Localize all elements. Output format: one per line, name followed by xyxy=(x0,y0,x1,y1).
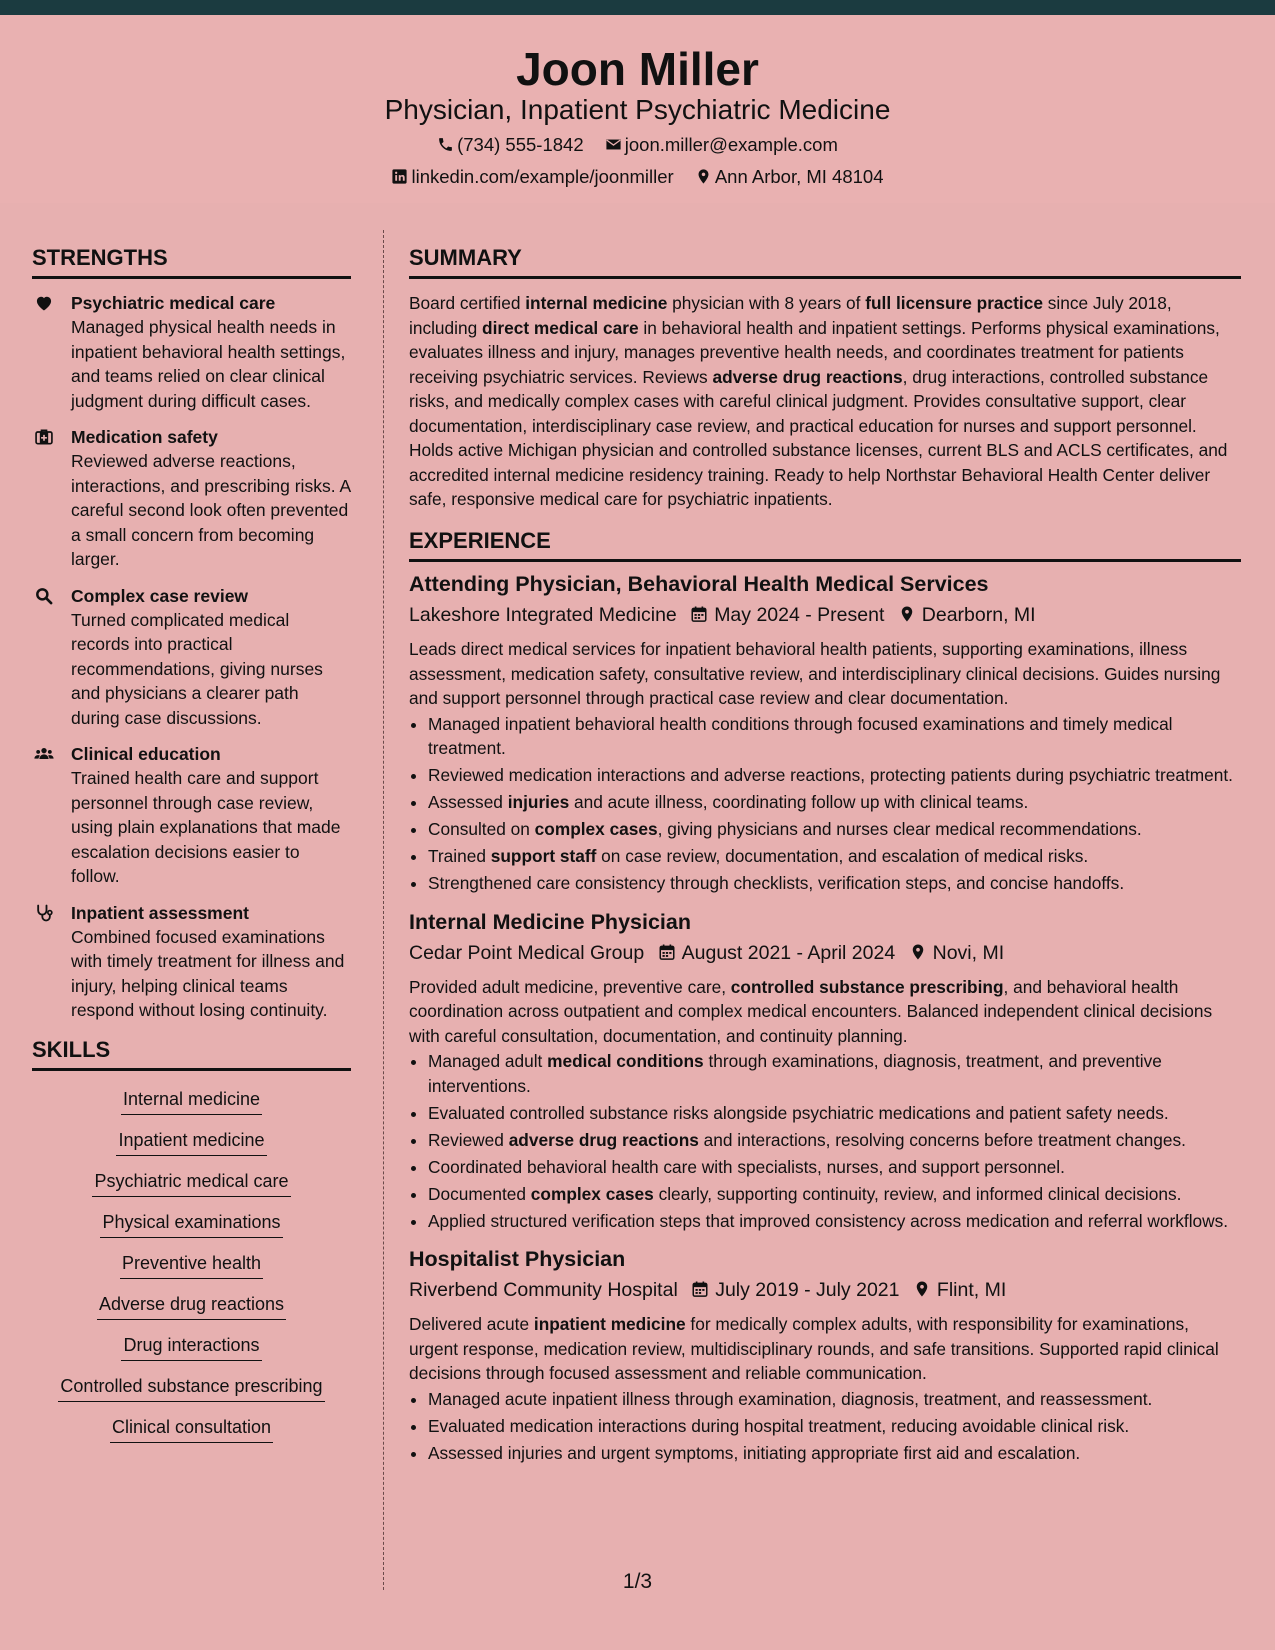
skill-label: Controlled substance prescribing xyxy=(58,1374,324,1402)
job-title: Internal Medicine Physician xyxy=(409,909,691,934)
skill-label: Inpatient medicine xyxy=(116,1128,266,1156)
skills-heading: SKILLS xyxy=(32,1037,351,1071)
emphasis-text: full licensure practice xyxy=(865,293,1043,314)
summary-text: Board certified internal medicine physician with 8 years of full licensure practice since July 2018, including direct medical care in behavioral health and inpatient settings. Performs physical examinations, evaluates illness and injury, manages preventive health needs, and coordinates treatment for patients receiving psychiatric services. Reviews adverse drug reactions, drug interactions, controlled substance risks, and medically complex cases with careful clinical judgment. Provides consultative support, clear documentation, interdisciplinary case review, and practical education for nurses and support personnel. Holds active Michigan physician and controlled substance licenses, current BLS and ACLS certificates, and accredited internal medicine residency training. Ready to help Northstar Behavioral Health Center deliver safe, responsive medical care for psychiatric inpatients. xyxy=(409,293,1228,510)
skill-item xyxy=(32,1374,351,1402)
job-meta xyxy=(409,600,1241,630)
heart-icon xyxy=(34,293,54,313)
job-meta xyxy=(409,1275,1241,1305)
skill-item xyxy=(32,1415,351,1443)
job-bullet: • Managed adult medical conditions through examinations, diagnosis, treatment, and preventive interventions. xyxy=(428,1049,1241,1098)
strength-description: Trained health care and support personnel through case review, using plain explanations that made escalation decisions easier to follow. xyxy=(71,768,341,887)
map-pin-icon xyxy=(909,943,927,961)
job-company: Riverbend Community Hospital xyxy=(409,1279,678,1302)
emphasis-text: inpatient medicine xyxy=(533,1314,686,1335)
resume-header xyxy=(0,15,1275,203)
strength-item xyxy=(32,901,351,1023)
right-column xyxy=(409,245,1241,1468)
location-text: Ann Arbor, MI 48104 xyxy=(714,166,884,187)
strength-title: Complex case review xyxy=(71,585,249,606)
job-description: Delivered acute inpatient medicine for medically complex adults, with responsibility for examinations, urgent response, medication review, multidisciplinary rounds, and safe transitions. Supported rapid clinical decisions through focused assessment and reliable communication. xyxy=(409,1314,1219,1384)
strength-title: Inpatient assessment xyxy=(71,902,249,923)
calendar-icon xyxy=(658,943,676,961)
phone-text: (734) 555-1842 xyxy=(457,134,584,155)
job-entry xyxy=(409,908,1241,1234)
strength-description: Turned complicated medical records into practical recommendations, giving nurses and physicians a clearer path during case discussions. xyxy=(71,609,323,728)
emphasis-text: support staff xyxy=(490,846,597,867)
page-number: 1/3 xyxy=(622,1570,653,1593)
job-location-text: Novi, MI xyxy=(932,941,1005,964)
job-dates-text: July 2019 - July 2021 xyxy=(715,1279,900,1302)
job-bullet: • Strengthened care consistency through checklists, verification steps, and concise handoffs. xyxy=(428,871,1241,896)
candidate-title: Physician, Inpatient Psychiatric Medicine xyxy=(384,94,891,125)
job-title: Attending Physician, Behavioral Health Medical Services xyxy=(409,572,989,597)
skill-label: Adverse drug reactions xyxy=(97,1292,286,1320)
map-pin-icon xyxy=(913,1280,931,1298)
location-contact xyxy=(695,166,884,188)
users-icon xyxy=(34,744,54,764)
strength-item xyxy=(32,291,351,413)
skill-item xyxy=(32,1128,351,1156)
contact-row-2 xyxy=(0,166,1275,188)
job-bullets xyxy=(409,1387,1241,1466)
job-description: Provided adult medicine, preventive care, controlled substance prescribing, and behavioral health coordination across outpatient and complex medical encounters. Balanced independent clinical decisions with careful consultation, documentation, and continuity planning. xyxy=(409,976,1213,1046)
linkedin-icon xyxy=(391,168,408,185)
emphasis-text: complex cases xyxy=(530,1183,654,1204)
strength-item xyxy=(32,584,351,731)
envelope-icon xyxy=(605,136,622,153)
strength-title: Psychiatric medical care xyxy=(71,293,276,314)
skill-item xyxy=(32,1087,351,1115)
job-bullet: • Assessed injuries and acute illness, coordinating follow up with clinical teams. xyxy=(428,790,1241,815)
skills-list xyxy=(32,1087,351,1443)
strength-item xyxy=(32,425,351,572)
job-bullet: • Documented complex cases clearly, supporting continuity, review, and informed clinical decisions. xyxy=(428,1182,1241,1207)
summary-heading: SUMMARY xyxy=(409,245,1241,279)
skill-label: Psychiatric medical care xyxy=(92,1169,290,1197)
job-title: Hospitalist Physician xyxy=(409,1247,626,1272)
emphasis-text: complex cases xyxy=(534,819,658,840)
job-dates xyxy=(691,1275,899,1305)
contact-row-1 xyxy=(0,134,1275,156)
emphasis-text: medical conditions xyxy=(547,1051,704,1072)
emphasis-text: internal medicine xyxy=(525,293,668,314)
skill-item xyxy=(32,1251,351,1279)
job-location-text: Flint, MI xyxy=(936,1279,1007,1302)
skill-item xyxy=(32,1292,351,1320)
skill-label: Preventive health xyxy=(120,1251,263,1279)
emphasis-text: direct medical care xyxy=(482,317,639,338)
column-divider xyxy=(383,230,384,1590)
email-contact[interactable] xyxy=(605,134,838,156)
strength-description: Managed physical health needs in inpatient behavioral health settings, and teams relied on clear clinical judgment during difficult cases. xyxy=(71,317,346,411)
job-location-text: Dearborn, MI xyxy=(921,604,1036,627)
job-entry xyxy=(409,570,1241,896)
job-dates-text: August 2021 - April 2024 xyxy=(681,941,896,964)
skill-label: Internal medicine xyxy=(121,1087,262,1115)
skill-label: Clinical consultation xyxy=(110,1415,273,1443)
skill-item xyxy=(32,1169,351,1197)
skill-item xyxy=(32,1210,351,1238)
job-entry xyxy=(409,1245,1241,1465)
skill-label: Physical examinations xyxy=(100,1210,282,1238)
job-description: Leads direct medical services for inpatient behavioral health patients, supporting examinations, illness assessment, medication safety, consultative review, and interdisciplinary clinical decisions. Guides nursing and support personnel through practical case review and clear documentation. xyxy=(409,639,1221,709)
job-bullet: • Managed inpatient behavioral health conditions through focused examinations and timely medical treatment. xyxy=(428,712,1241,761)
search-icon xyxy=(34,586,54,606)
skill-item xyxy=(32,1333,351,1361)
emphasis-text: adverse drug reactions xyxy=(508,1129,699,1150)
job-bullet: • Reviewed medication interactions and adverse reactions, protecting patients during psychiatric treatment. xyxy=(428,763,1241,788)
calendar-icon xyxy=(691,1280,709,1298)
linkedin-contact[interactable] xyxy=(391,166,673,188)
strengths-list xyxy=(32,291,351,1023)
emphasis-text: injuries xyxy=(507,792,570,813)
job-bullet: • Reviewed adverse drug reactions and interactions, resolving concerns before treatment changes. xyxy=(428,1128,1241,1153)
experience-heading: EXPERIENCE xyxy=(409,528,1241,562)
job-bullet: • Applied structured verification steps that improved consistency across medication and referral workflows. xyxy=(428,1209,1241,1234)
job-dates-text: May 2024 - Present xyxy=(714,604,885,627)
strength-title: Clinical education xyxy=(71,744,221,765)
job-location xyxy=(909,938,1005,968)
strength-title: Medication safety xyxy=(71,427,218,448)
job-bullet: • Consulted on complex cases, giving physicians and nurses clear medical recommendations. xyxy=(428,817,1241,842)
skill-label: Drug interactions xyxy=(121,1333,261,1361)
job-company: Lakeshore Integrated Medicine xyxy=(409,604,677,627)
map-pin-icon xyxy=(898,605,916,623)
map-pin-icon xyxy=(695,168,712,185)
job-bullet: • Trained support staff on case review, documentation, and escalation of medical risks. xyxy=(428,844,1241,869)
job-bullet: • Assessed injuries and urgent symptoms, initiating appropriate first aid and escalation. xyxy=(428,1441,1241,1466)
job-bullet: • Coordinated behavioral health care with specialists, nurses, and support personnel. xyxy=(428,1155,1241,1180)
left-column xyxy=(32,245,351,1456)
job-bullet: • Evaluated controlled substance risks alongside psychiatric medications and patient safety needs. xyxy=(428,1101,1241,1126)
linkedin-text: linkedin.com/example/joonmiller xyxy=(411,166,674,187)
stethoscope-icon xyxy=(34,903,54,923)
job-company: Cedar Point Medical Group xyxy=(409,941,645,964)
strength-description: Combined focused examinations with timely treatment for illness and injury, helping clinical teams respond without losing continuity. xyxy=(71,926,345,1021)
strength-description: Reviewed adverse reactions, interactions, and prescribing risks. A careful second look often prevented a small concern from becoming larger. xyxy=(71,451,351,570)
top-accent-bar xyxy=(0,0,1275,15)
job-location xyxy=(913,1275,1006,1305)
emphasis-text: adverse drug reactions xyxy=(712,366,903,387)
calendar-icon xyxy=(690,605,708,623)
phone-icon xyxy=(437,136,454,153)
strength-item xyxy=(32,742,351,889)
job-dates xyxy=(690,600,884,630)
job-meta xyxy=(409,938,1241,968)
emphasis-text: controlled substance prescribing xyxy=(730,976,1004,997)
phone-contact[interactable] xyxy=(437,134,584,156)
job-bullets xyxy=(409,712,1241,896)
job-bullet: • Evaluated medication interactions during hospital treatment, reducing avoidable clinical risk. xyxy=(428,1414,1241,1439)
candidate-name: Joon Miller xyxy=(516,43,759,95)
job-location xyxy=(898,600,1036,630)
medical-kit-icon xyxy=(34,427,54,447)
strengths-heading: STRENGTHS xyxy=(32,245,351,279)
job-dates xyxy=(658,938,896,968)
email-text: joon.miller@example.com xyxy=(624,134,838,155)
job-bullet: • Managed acute inpatient illness through examination, diagnosis, treatment, and reassessment. xyxy=(428,1387,1241,1412)
job-bullets xyxy=(409,1049,1241,1233)
